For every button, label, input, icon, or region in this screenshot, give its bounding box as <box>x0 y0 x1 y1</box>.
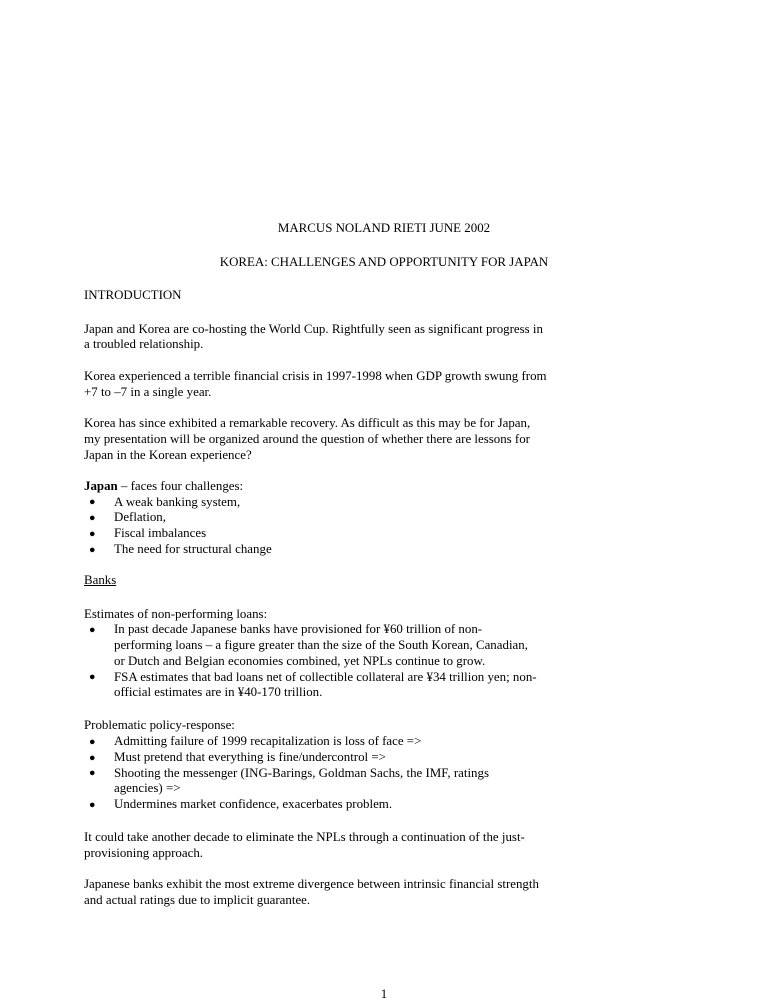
paragraph-line: provisioning approach. <box>84 844 203 860</box>
list-item: The need for structural change <box>114 540 272 556</box>
list-item: Deflation, <box>114 509 166 525</box>
bullet-icon: ● <box>89 496 96 509</box>
paragraph-line: Estimates of non-performing loans: <box>84 605 268 621</box>
list-item-continuation: performing loans – a figure greater than the size of the South Korean, Canadian, <box>114 637 528 652</box>
paragraph-line: Japan and Korea are co-hosting the World Cup. Rightfully seen as significant progress in <box>84 320 543 336</box>
japan-lead-bold: Japan <box>84 477 118 493</box>
list-item: Undermines market confidence, exacerbates problem. <box>114 796 393 811</box>
paragraph-line: Japanese banks exhibit the most extreme divergence between intrinsic financial strength <box>84 876 539 892</box>
list-item: A weak banking system, <box>114 493 241 509</box>
bullet-icon: ● <box>89 543 96 556</box>
list-item: Must pretend that everything is fine/undercontrol => <box>114 748 386 764</box>
japan-lead <box>84 478 243 494</box>
list-item: Fiscal imbalances <box>114 525 207 541</box>
list-item: FSA estimates that bad loans net of collectible collateral are ¥34 trillion yen; non- <box>114 668 537 684</box>
bullet-icon: ● <box>89 798 96 811</box>
bullet-icon: ● <box>89 623 96 636</box>
bullet-icon: ● <box>89 512 96 525</box>
paragraph-line: and actual ratings due to implicit guarantee. <box>84 892 311 908</box>
list-item-continuation: official estimates are in ¥40-170 trillion. <box>114 684 323 700</box>
list-item-continuation: or Dutch and Belgian economies combined, yet NPLs continue to grow. <box>114 652 486 668</box>
list-item: Admitting failure of 1999 recapitalization is loss of face => <box>114 733 422 749</box>
document-title: KOREA: CHALLENGES AND OPPORTUNITY FOR JAPAN <box>219 254 549 270</box>
bullet-icon: ● <box>89 735 96 748</box>
paragraph-line: It could take another decade to eliminate the NPLs through a continuation of the just- <box>84 829 525 845</box>
section-heading-introduction: INTRODUCTION <box>84 287 182 303</box>
paragraph-line: +7 to –7 in a single year. <box>84 383 212 399</box>
bullet-icon: ● <box>89 527 96 540</box>
list-item: Shooting the messenger (ING-Barings, Goldman Sachs, the IMF, ratings <box>114 764 489 780</box>
author-line: MARCUS NOLAND RIETI JUNE 2002 <box>277 219 491 235</box>
page-number: 1 <box>380 985 388 1001</box>
paragraph-line: my presentation will be organized around the question of whether there are lessons for <box>84 430 530 446</box>
paragraph-line: Korea has since exhibited a remarkable recovery. As difficult as this may be for Japan, <box>84 415 531 430</box>
bullet-icon: ● <box>89 671 96 684</box>
paragraph-line: a troubled relationship. <box>84 336 204 352</box>
list-item: In past decade Japanese banks have provisioned for ¥60 trillion of non- <box>114 621 483 637</box>
bullet-icon: ● <box>89 767 96 780</box>
paragraph-line: Problematic policy-response: <box>84 717 235 733</box>
paragraph-line: Korea experienced a terrible financial crisis in 1997-1998 when GDP growth swung from <box>84 367 547 383</box>
bullet-icon: ● <box>89 751 96 764</box>
japan-lead-rest: – faces four challenges: <box>117 477 244 493</box>
paragraph-line: Japan in the Korean experience? <box>84 446 252 462</box>
section-heading-banks: Banks <box>84 572 117 588</box>
list-item-continuation: agencies) => <box>114 780 181 796</box>
